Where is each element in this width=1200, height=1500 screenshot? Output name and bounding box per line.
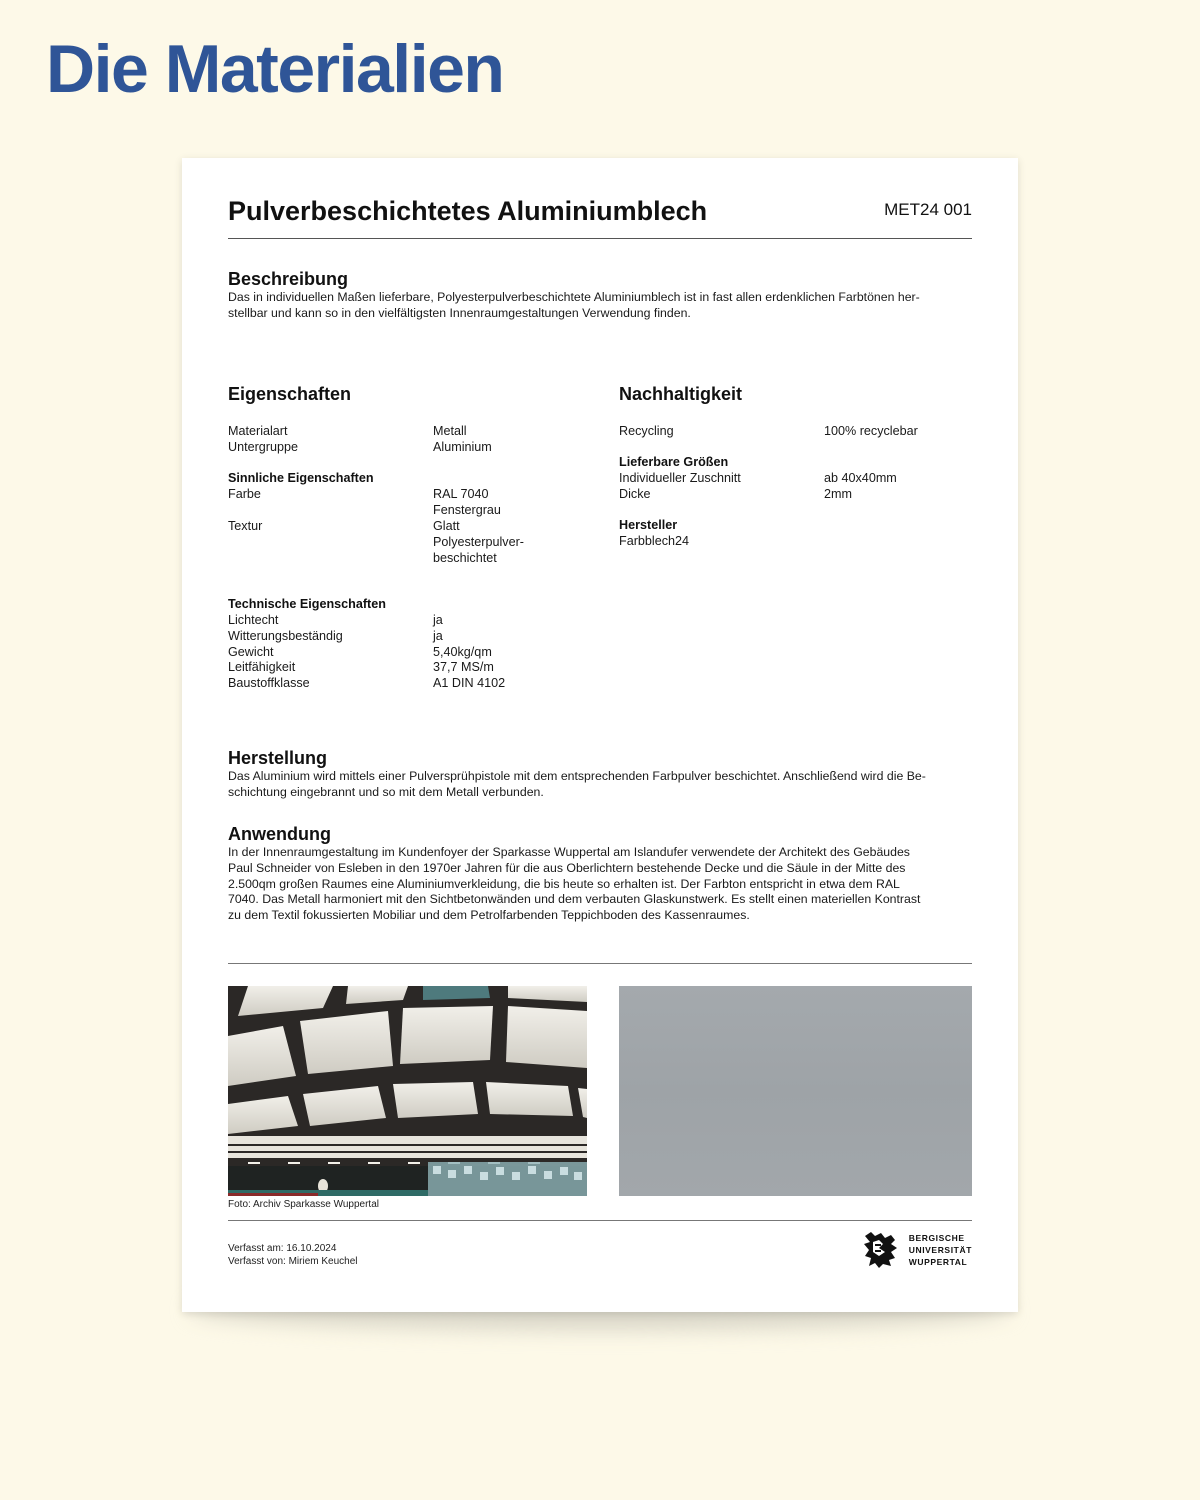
textur-value-line: Glatt [433,519,460,533]
sheet-code: MET24 001 [884,200,972,219]
dicke-value: 2mm [824,487,852,501]
tech-key: Gewicht [228,644,274,659]
groessen-heading: Lieferbare Größen [619,455,729,469]
section-herstellung [228,748,978,801]
nachhaltigkeit-heading: Nachhaltigkeit [619,384,743,404]
beschreibung-heading: Beschreibung [228,269,349,289]
sheet-title: Pulverbeschichtetes Aluminiumblech [228,196,708,226]
anwendung-line: 7040. Das Metall harmoniert mit den Sichtbetonwänden und dem verbauten Glaskunstwerk. Es stellt einen materiellen Kontrast [228,892,921,907]
anwendung-line: In der Innenraumgestaltung im Kundenfoyer der Sparkasse Wuppertal am Islandufer verwendete der Architekt des Gebäudes [228,845,910,859]
recycling-key: Recycling [619,424,674,438]
author-meta [228,1242,358,1268]
section-beschreibung [228,269,978,322]
tech-key: Baustoffklasse [228,676,310,691]
material-sheet [182,158,1018,1312]
herstellung-line: schichtung eingebrannt und so mit dem Metall verbunden. [228,784,544,799]
technische-heading: Technische Eigenschaften [228,597,386,611]
verfasst-am: Verfasst am: 16.10.2024 [228,1243,337,1254]
hersteller-heading: Hersteller [619,518,678,532]
title-divider [228,238,972,239]
images-divider [228,963,972,964]
tech-key: Leitfähigkeit [228,660,296,675]
university-logo [861,1230,972,1270]
tech-value: A1 DIN 4102 [433,676,506,691]
lion-emblem-icon [861,1230,901,1270]
photo-caption: Foto: Archiv Sparkasse Wuppertal [228,1199,379,1210]
zuschnitt-key: Individueller Zuschnitt [619,471,741,485]
logo-line: BERGISCHE [908,1233,965,1243]
farbe-value-line: Fenstergrau [433,502,501,517]
prop-farbe-key: Farbe [228,487,261,501]
tech-key: Lichtecht [228,613,279,627]
section-anwendung [228,824,978,924]
eigenschaften-heading: Eigenschaften [228,384,352,404]
prop-materialart-value: Metall [433,424,467,438]
textur-value-line: beschichtet [433,550,497,565]
recycling-value: 100% recyclebar [824,424,918,438]
logo-line: WUPPERTAL [908,1257,968,1267]
prop-untergruppe-value: Aluminium [433,440,492,454]
herstellung-heading: Herstellung [228,748,328,768]
anwendung-line: 2.500qm großen Raumes eine Aluminiumverkleidung, die bis heute so erhalten ist. Der Farbton entspricht in etwa dem RAL [228,876,900,891]
tech-value: ja [433,613,443,627]
zuschnitt-value: ab 40x40mm [824,471,897,485]
prop-untergruppe-key: Untergruppe [228,440,299,454]
poster-title: Die Materialien [46,31,504,107]
verfasst-von: Verfasst von: Miriem Keuchel [228,1256,358,1267]
tech-value: ja [433,628,443,643]
prop-textur-key: Textur [228,519,263,533]
ceiling-photo [228,986,587,1196]
tech-value: 37,7 MS/m [433,660,494,675]
beschreibung-line: stellbar und kann so in den vielfältigsten Innenraumgestaltungen Verwendung finden. [228,305,691,320]
material-sample-swatch [619,986,972,1196]
logo-line: UNIVERSITÄT [908,1245,972,1255]
prop-textur-value [433,519,524,566]
technische-values [433,613,505,692]
anwendung-line: zu dem Textil fokussierten Mobiliar und dem Petrolfarbenden Teppichboden des Kassenraumes. [228,908,750,923]
sinnliche-heading: Sinnliche Eigenschaften [228,471,374,485]
farbe-value-line: RAL 7040 [433,487,489,501]
hersteller-value: Farbblech24 [619,534,690,548]
footer-divider [228,1220,972,1221]
anwendung-heading: Anwendung [228,824,331,844]
anwendung-line: Paul Schneider von Esleben in den 1970er Jahren für die aus Oberlichtern bestehende Decke und die Säule in der Mitte des [228,860,906,875]
prop-materialart-key: Materialart [228,424,288,438]
beschreibung-line: Das in individuellen Maßen lieferbare, Polyesterpulverbeschichtete Aluminiumblech ist in fast allen erdenklichen Farbtönen her- [228,290,920,304]
tech-key: Witterungsbeständig [228,628,343,643]
tech-value: 5,40kg/qm [433,644,492,659]
technische-keys [228,613,343,692]
textur-value-line: Polyesterpulver- [433,534,524,549]
prop-farbe-value [433,487,501,519]
herstellung-line: Das Aluminium wird mittels einer Pulversprühpistole mit dem entsprechenden Farbpulver beschichtet. Anschließend wird die Be- [228,769,926,783]
dicke-key: Dicke [619,487,651,501]
